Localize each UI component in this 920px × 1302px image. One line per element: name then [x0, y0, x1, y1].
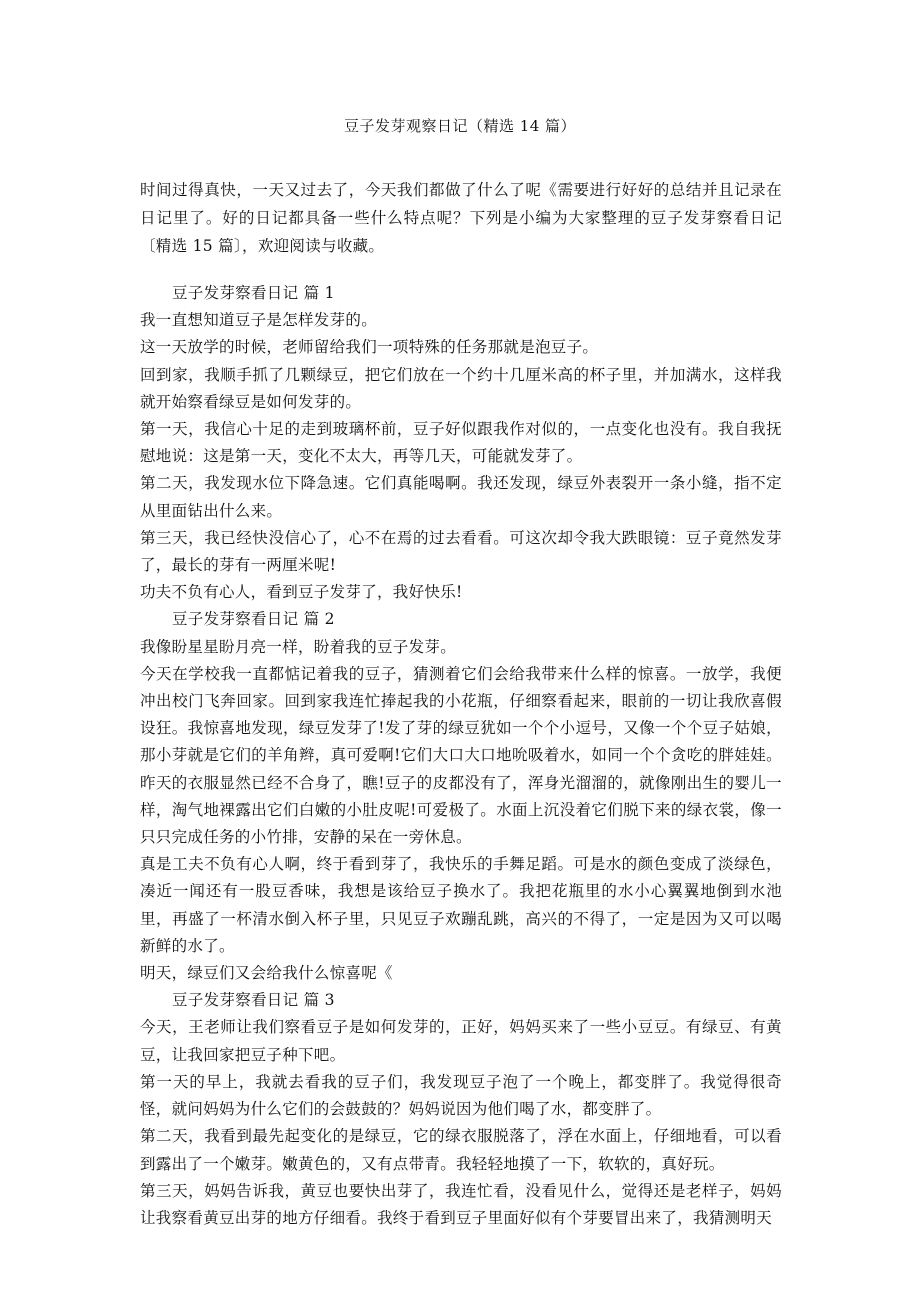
- paragraph: 第三天，妈妈告诉我，黄豆也要快出芽了，我连忙看，没看见什么，觉得还是老样子，妈妈让我察看黄豆出芽的地方仔细看。我终于看到豆子里面好似有个芽要冒出来了，我猜测明天: [140, 1181, 782, 1227]
- section-heading: 豆子发芽察看日记 篇 1: [172, 284, 335, 302]
- paragraph: 第二天，我发现水位下降急速。它们真能喝啊。我还发现，绿豆外表裂开一条小缝，指不定从里面钻出什么来。: [140, 474, 782, 520]
- document-body: [140, 280, 782, 1232]
- paragraph: 真是工夫不负有心人啊，终于看到芽了，我快乐的手舞足蹈。可是水的颜色变成了淡绿色，凑近一闻还有一股豆香味，我想是该给豆子换水了。我把花瓶里的水小心翼翼地倒到水池里，再盛了一杯清水倒入杯子里，只见豆子欢蹦乱跳，高兴的不得了，一定是因为又可以喝新鲜的水了。: [140, 855, 782, 955]
- paragraph: 第三天，我已经快没信心了，心不在焉的过去看看。可这次却令我大跌眼镜：豆子竟然发芽了，最长的芽有一两厘米呢!: [140, 528, 782, 575]
- paragraph: 这一天放学的时候，老师留给我们一项特殊的任务那就是泡豆子。: [140, 338, 599, 357]
- section-heading: 豆子发芽察看日记 篇 3: [172, 991, 335, 1010]
- document-title: 豆子发芽观察日记（精选 14 篇）: [343, 117, 577, 135]
- paragraph: 明天，绿豆们又会给我什么惊喜呢《: [140, 964, 393, 983]
- paragraph: 第一天的早上，我就去看我的豆子们，我发现豆子泡了一个晚上，都变胖了。我觉得很奇怪，就问妈妈为什么它们的会鼓鼓的？妈妈说因为他们喝了水，都变胖了。: [140, 1072, 782, 1119]
- section-heading: 豆子发芽察看日记 篇 2: [172, 610, 335, 629]
- paragraph: 我像盼星星盼月亮一样，盼着我的豆子发芽。: [140, 637, 457, 656]
- paragraph: 第二天，我看到最先起变化的是绿豆，它的绿衣服脱落了，浮在水面上，仔细地看，可以看到露出了一个嫩芽。嫩黄色的，又有点带青。我轻轻地摸了一下，软软的，真好玩。: [140, 1127, 782, 1173]
- paragraph: 我一直想知道豆子是怎样发芽的。: [140, 311, 378, 330]
- paragraph: 今天在学校我一直都惦记着我的豆子，猜测着它们会给我带来什么样的惊喜。一放学，我便冲出校门飞奔回家。回到家我连忙捧起我的小花瓶，仔细察看起来，眼前的一切让我欣喜假设狂。我惊喜地发现，绿豆发芽了!发了芽的绿豆犹如一个个小逗号，又像一个个豆子姑娘，那小芽就是它们的羊角辫，真可爱啊!它们大口大口地吮吸着水，如同一个个贪吃的胖娃娃。昨天的衣服显然已经不合身了，瞧!豆子的皮都没有了，浑身光溜溜的，就像刚出生的婴儿一样，淘气地裸露出它们白嫩的小肚皮呢!可爱极了。水面上沉没着它们脱下来的绿衣裳，像一只只完成任务的小竹排，安静的呆在一旁休息。: [140, 664, 782, 847]
- intro-paragraph: 时间过得真快，一天又过去了，今天我们都做了什么了呢《需要进行好好的总结并且记录在日记里了。好的日记都具备一些什么特点呢？下列是小编为大家整理的豆子发芽察看日记〔精选 15 篇〕，欢迎阅读与收藏。: [140, 181, 782, 255]
- paragraph: 第一天，我信心十足的走到玻璃杯前，豆子好似跟我作对似的，一点变化也没有。我自我抚慰地说：这是第一天，变化不太大，再等几天，可能就发芽了。: [140, 420, 782, 466]
- paragraph: 回到家，我顺手抓了几颗绿豆，把它们放在一个约十几厘米高的杯子里，并加满水，这样我就开始察看绿豆是如何发芽的。: [140, 365, 782, 411]
- paragraph: 功夫不负有心人，看到豆子发芽了，我好快乐!: [140, 583, 463, 602]
- paragraph: 今天，王老师让我们察看豆子是如何发芽的，正好，妈妈买来了一些小豆豆。有绿豆、有黄豆，让我回家把豆子种下吧。: [140, 1018, 782, 1064]
